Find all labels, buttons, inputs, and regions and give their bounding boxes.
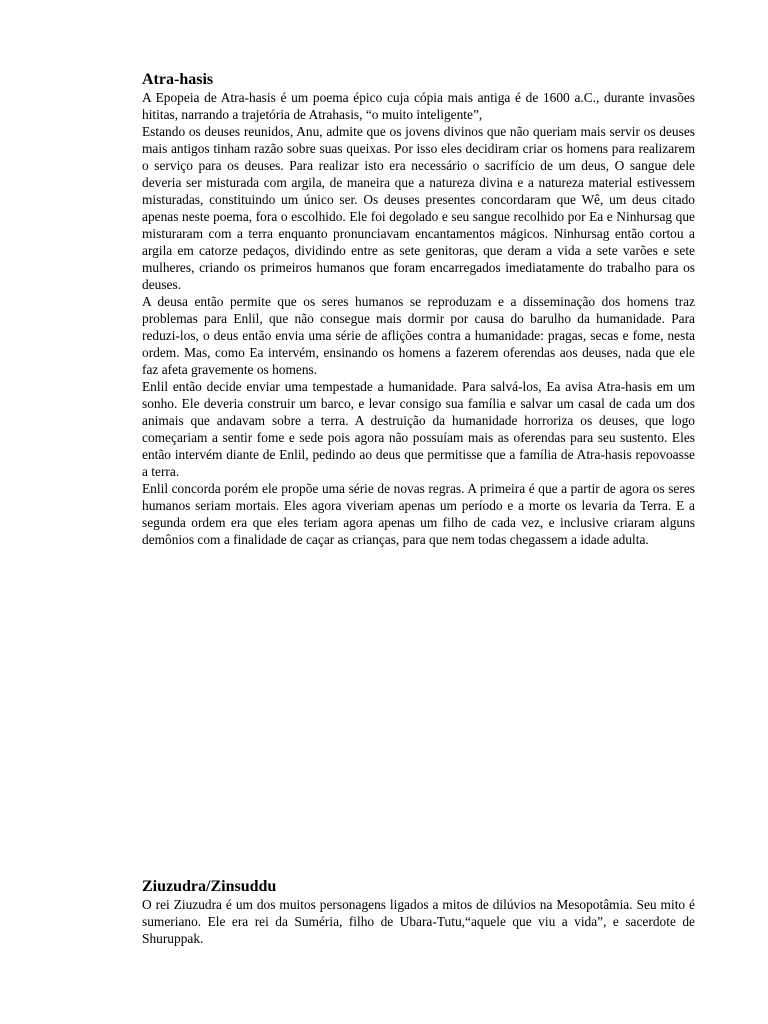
paragraph: A Epopeia de Atra-hasis é um poema épico cuja cópia mais antiga é de 1600 a.C., durante invasões hititas, narrando a trajetória de Atrahasis, “o muito inteligente”, bbox=[142, 90, 695, 122]
paragraph: Estando os deuses reunidos, Anu, admite que os jovens divinos que não queriam mais servir os deuses mais antigos tinham razão sobre suas queixas. Por isso eles decidiram criar os homens para realizarem o serviço para os deuses. Para realizar isto era necessário o sacrifício de um deus, O sangue dele deveria ser misturada com argila, de maneira que a natureza divina e a natureza material estivessem misturadas, constituindo um único ser. Os deuses presentes concordaram que Wê, um deus citado apenas neste poema, fora o escolhido. Ele foi degolado e seu sangue recolhido por Ea e Ninhursag que misturaram com a terra enquanto pronunciavam encantamentos mágicos. Ninhursag então cortou a argila em catorze pedaços, dividindo entre as sete genitoras, que deram a vida a sete varões e sete mulheres, criando os primeiros humanos que foram encarregados imediatamente do trabalho para os deuses. bbox=[142, 124, 695, 292]
section-ziuzudra bbox=[142, 877, 695, 947]
paragraph: Enlil concorda porém ele propõe uma série de novas regras. A primeira é que a partir de agora os seres humanos seriam mortais. Eles agora viveriam apenas um período e a morte os levaria da Terra. E a segunda ordem era que eles teriam agora apenas um filho de cada vez, e inclusive criaram alguns demônios com a finalidade de caçar as crianças, para que nem todas chegassem a idade adulta. bbox=[142, 481, 695, 547]
paragraph: O rei Ziuzudra é um dos muitos personagens ligados a mitos de dilúvios na Mesopotâmia. Seu mito é sumeriano. Ele era rei da Suméria, filho de Ubara-Tutu,“aquele que viu a vida”, e sacerdote de Shuruppak. bbox=[142, 897, 695, 946]
section-heading: Atra-hasis bbox=[142, 71, 214, 88]
section-heading: Ziuzudra/Zinsuddu bbox=[142, 878, 277, 895]
paragraph: Enlil então decide enviar uma tempestade a humanidade. Para salvá-los, Ea avisa Atra-hasis em um sonho. Ele deveria construir um barco, e levar consigo sua família e salvar um casal de cada um dos animais que andavam sobre a terra. A destruição da humanidade horroriza os deuses, que logo começariam a sentir fome e sede pois agora não possuíam mais as oferendas para seu sustento. Eles então intervém diante de Enlil, pedindo ao deus que permitisse que a família de Atra-hasis repovoasse a terra. bbox=[142, 379, 695, 479]
paragraph: A deusa então permite que os seres humanos se reproduzam e a disseminação dos homens traz problemas para Enlil, que não consegue mais dormir por causa do barulho da humanidade. Para reduzi-los, o deus então envia uma série de aflições contra a humanidade: pragas, secas e fome, nesta ordem. Mas, como Ea intervém, ensinando os homens a fazerem oferendas aos deuses, nada que ele faz afeta gravemente os homens. bbox=[142, 294, 695, 377]
section-atra-hasis bbox=[142, 70, 695, 548]
